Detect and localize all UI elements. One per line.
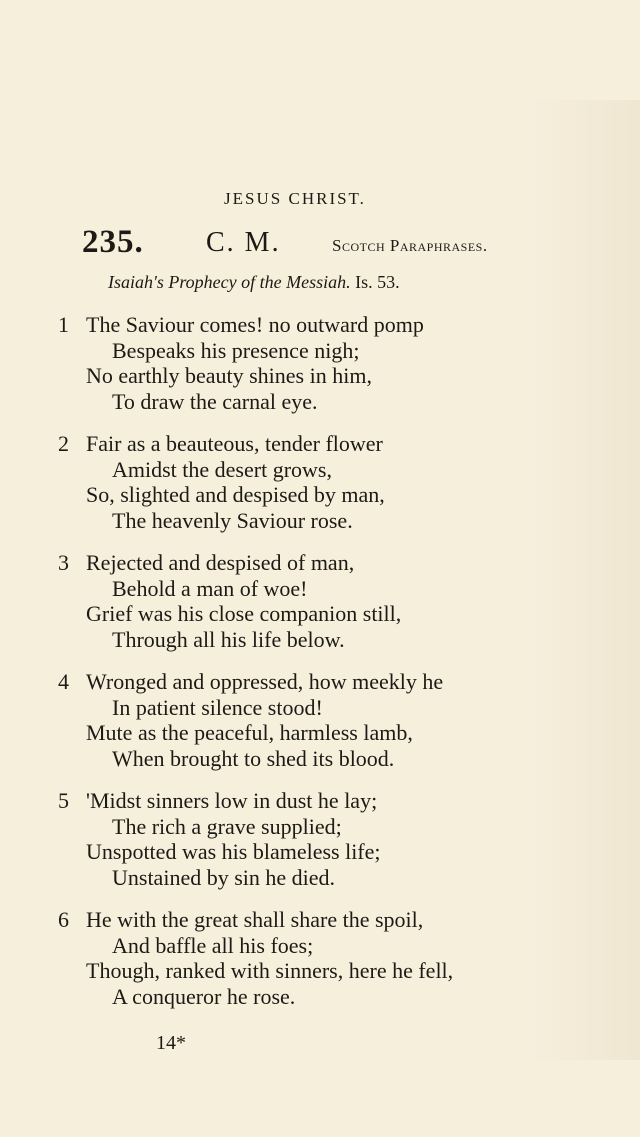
verse-line: So, slighted and despised by man,	[86, 482, 385, 507]
verse-number: 2	[58, 431, 69, 456]
verse	[58, 907, 578, 1009]
verse	[58, 788, 578, 890]
verse-line: No earthly beauty shines in him,	[86, 363, 372, 388]
hymn-number: 235.	[82, 224, 144, 260]
verse-line: In patient silence stood!	[112, 694, 323, 720]
subtitle-reference: Is. 53.	[355, 272, 400, 292]
hymn-source: Scotch Paraphrases.	[332, 236, 488, 255]
verse-line: Mute as the peaceful, harmless lamb,	[86, 720, 413, 745]
verse-number: 1	[58, 312, 69, 337]
verse	[58, 312, 578, 414]
verse-number: 4	[58, 669, 69, 694]
signature-mark: 14*	[156, 1032, 186, 1054]
verse-line: The Saviour comes! no outward pomp	[86, 312, 424, 337]
verse-line: The rich a grave supplied;	[112, 813, 342, 839]
verse-line: 'Midst sinners low in dust he lay;	[86, 788, 378, 813]
hymn-header	[82, 224, 552, 264]
hymn-subtitle	[108, 272, 400, 293]
verse	[58, 669, 578, 771]
verse-line: Bespeaks his presence nigh;	[112, 337, 360, 363]
verse-line: Unstained by sin he died.	[112, 864, 336, 890]
verse-number: 6	[58, 907, 69, 932]
verse-line: Behold a man of woe!	[112, 575, 308, 601]
verse-line: Wronged and oppressed, how meekly he	[86, 669, 444, 694]
verse-line: Rejected and despised of man,	[86, 550, 355, 575]
verse	[58, 550, 578, 652]
running-head: JESUS CHRIST.	[224, 189, 366, 208]
verse-line: He with the great shall share the spoil,	[86, 907, 424, 932]
verses	[58, 312, 578, 1026]
verse-line: Unspotted was his blameless life;	[86, 839, 381, 864]
verse-line: To draw the carnal eye.	[112, 388, 318, 414]
verse-line: Amidst the desert grows,	[112, 456, 332, 482]
verse-number: 5	[58, 788, 69, 813]
verse-line: And baffle all his foes;	[112, 932, 314, 958]
verse-line: When brought to shed its blood.	[112, 745, 395, 771]
verse-line: A conqueror he rose.	[112, 983, 296, 1009]
verse-number: 3	[58, 550, 69, 575]
verse-line: Grief was his close companion still,	[86, 601, 402, 626]
verse-line: Though, ranked with sinners, here he fell,	[86, 958, 454, 983]
verse-line: The heavenly Saviour rose.	[112, 507, 353, 533]
subtitle-title: Isaiah's Prophecy of the Messiah.	[108, 272, 351, 292]
hymn-meter: C. M.	[206, 227, 281, 258]
verse-line: Fair as a beauteous, tender flower	[86, 431, 383, 456]
verse-line: Through all his life below.	[112, 626, 345, 652]
verse	[58, 431, 578, 533]
